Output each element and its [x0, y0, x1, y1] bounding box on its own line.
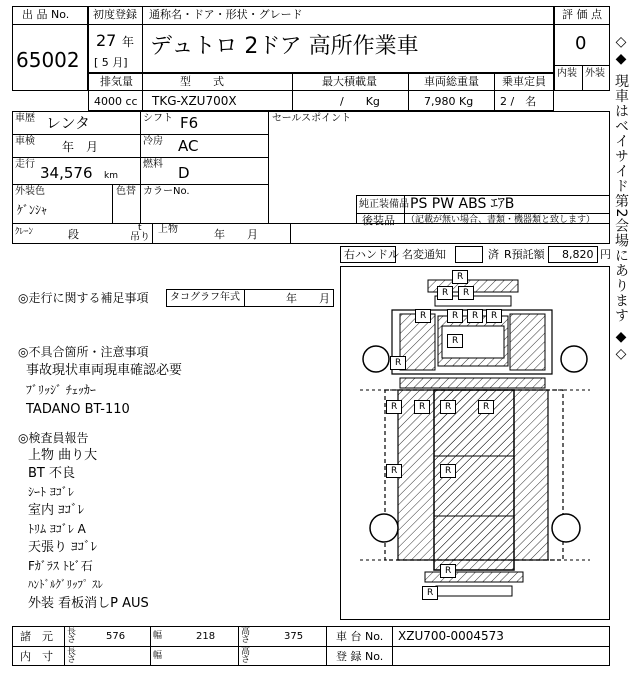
aftermarket-note: （記載が無い場合、書類・機器類と致します）: [406, 215, 596, 225]
displacement-label: 排気量: [100, 75, 133, 88]
recycle-amount: 8,820: [562, 248, 594, 261]
repair-mark: R: [447, 309, 463, 323]
repair-mark: R: [422, 586, 438, 600]
repair-mark: R: [390, 356, 406, 370]
height-value: 375: [284, 631, 304, 642]
inspector-label: ◎検査員報告: [18, 431, 89, 445]
repair-mark: R: [440, 564, 456, 578]
color-no-label: カラーNo.: [143, 186, 190, 197]
vehicle-title: デュトロ 2ドア 高所作業車: [150, 34, 419, 59]
repair-mark: R: [386, 400, 402, 414]
defect-line-1: 事故現状車両現車確認必要: [26, 363, 183, 378]
sales-point-label: セールスポイント: [272, 113, 352, 124]
shift-label: シフト: [143, 113, 173, 124]
repair-mark: R: [447, 334, 463, 348]
first-reg-year-unit: 年: [122, 35, 135, 49]
color-label: 外装色: [15, 186, 45, 197]
mileage-label: 走行: [15, 159, 35, 170]
repair-mark: R: [452, 270, 468, 284]
type-value: TKG-XZU700X: [152, 94, 237, 108]
registration-label: 登 録 No.: [336, 650, 384, 663]
defect-line-2: ﾌﾞﾘｯｼﾞ ﾁｪｯｶｰ: [26, 383, 96, 397]
inspector-line-9: 外装 看板消しP AUS: [28, 596, 149, 611]
ac-value: AC: [178, 137, 199, 155]
crane-label: ｸﾚｰﾝ: [15, 227, 34, 237]
name-change-label: 名変通知: [402, 248, 446, 261]
score-label: 評 価 点: [562, 8, 602, 21]
history-label: 車歴: [15, 113, 35, 124]
score-value: 0: [575, 33, 587, 54]
height-label: 高さ: [241, 627, 251, 645]
tachograph-label: タコグラフ年式: [170, 292, 240, 303]
recycle-mark: 済: [488, 248, 499, 261]
driving-notes-label: ◎走行に関する補足事項: [18, 291, 149, 305]
mileage-value: 34,576: [40, 164, 93, 182]
repair-mark: R: [486, 309, 502, 323]
upper-label: 上物: [158, 224, 178, 235]
repair-mark: R: [440, 400, 456, 414]
steering-label: 右ハンドル: [344, 248, 399, 261]
inspection-label: 車検: [15, 136, 35, 147]
repair-mark: R: [386, 464, 402, 478]
inspector-line-5: ﾄﾘﾑ ﾖｺﾞﾚ A: [28, 522, 86, 536]
equipment-label: 純正装備品: [359, 199, 409, 210]
chassis-label: 車 台 No.: [336, 630, 384, 643]
name-change-box: [455, 246, 483, 263]
type-label: 型 式: [180, 75, 224, 88]
capacity-value: 2 / 名: [500, 95, 537, 108]
fuel-value: D: [178, 164, 190, 182]
repair-mark: R: [414, 400, 430, 414]
gross-weight-label: 車両総重量: [424, 75, 479, 88]
lot-label: 出 品 No.: [22, 8, 70, 21]
first-reg-year: 27: [96, 31, 117, 50]
defect-line-3: TADANO BT-110: [26, 402, 130, 417]
inspector-line-7: Fｶﾞﾗｽ ﾄﾋﾞ石: [28, 559, 93, 573]
max-load-value: / Kg: [340, 95, 380, 108]
tachograph-value: 年 月: [286, 292, 330, 305]
shift-value: F6: [180, 114, 199, 132]
crane-t: t: [138, 223, 142, 233]
first-reg-month: [ 5 月]: [94, 56, 128, 69]
inspector-line-3: ｼｰﾄ ﾖｺﾞﾚ: [28, 485, 74, 499]
repair-mark: R: [458, 286, 474, 300]
color-value: ｹﾞﾝｼｬ: [17, 203, 48, 217]
inspector-line-4: 室内 ﾖｺﾞﾚ: [28, 503, 85, 518]
interior-label: 内装: [557, 68, 577, 79]
inner-dims-label: 内 寸: [20, 650, 53, 663]
inner-width-label: 幅: [153, 651, 163, 661]
width-label: 幅: [153, 631, 163, 641]
history-value: レンタ: [46, 114, 91, 132]
recycle-unit: 円: [600, 248, 611, 261]
repair-mark: R: [467, 309, 483, 323]
repair-mark: R: [437, 286, 453, 300]
defects-label: ◎不具合箇所・注意事項: [18, 345, 149, 359]
model-desc-label: 通称名・ドア・形状・グレード: [149, 8, 303, 21]
length-value: 576: [106, 631, 126, 642]
upper-date: 年 月: [214, 228, 258, 241]
aftermarket-label: 後装品: [362, 214, 395, 227]
inspector-line-6: 天張り ﾖｺﾞﾚ: [28, 540, 98, 555]
dims-label: 諸 元: [20, 630, 53, 643]
mileage-unit: km: [104, 171, 118, 181]
venue-banner: ◇◆ 現車はベイサイド第2会場にあります ◆◇: [613, 34, 629, 363]
first-reg-label: 初度登録: [93, 8, 137, 21]
recycle-label: R預託額: [504, 248, 545, 261]
exterior-label: 外装: [585, 68, 605, 79]
width-value: 218: [196, 631, 216, 642]
inspector-line-8: ﾊﾝﾄﾞﾙｸﾞﾘｯﾌﾟ ｽﾚ: [28, 578, 103, 591]
fuel-label: 燃料: [143, 159, 163, 170]
inspection-value: 年 月: [62, 140, 99, 154]
crane-stage: 段: [68, 228, 79, 241]
inspector-line-2: BT 不良: [28, 466, 75, 481]
max-load-label: 最大積載量: [322, 75, 377, 88]
inner-length-label: 長さ: [67, 647, 77, 665]
repair-mark: R: [478, 400, 494, 414]
chassis-value: XZU700-0004573: [398, 629, 504, 643]
capacity-label: 乗車定員: [502, 75, 546, 88]
crane-hang: 吊り: [130, 232, 150, 243]
ac-label: 冷房: [143, 136, 163, 147]
inspector-line-1: 上物 曲り大: [28, 448, 98, 463]
lot-number: 65002: [16, 48, 80, 72]
repair-mark: R: [440, 464, 456, 478]
displacement-value: 4000 cc: [94, 95, 138, 108]
length-label: 長さ: [67, 627, 77, 645]
inner-height-label: 高さ: [241, 647, 251, 665]
color-change-label: 色替: [116, 186, 136, 197]
gross-weight-value: 7,980 Kg: [424, 95, 474, 108]
repair-mark: R: [415, 309, 431, 323]
equipment-value: PS PW ABS ｴｱB: [410, 196, 515, 212]
